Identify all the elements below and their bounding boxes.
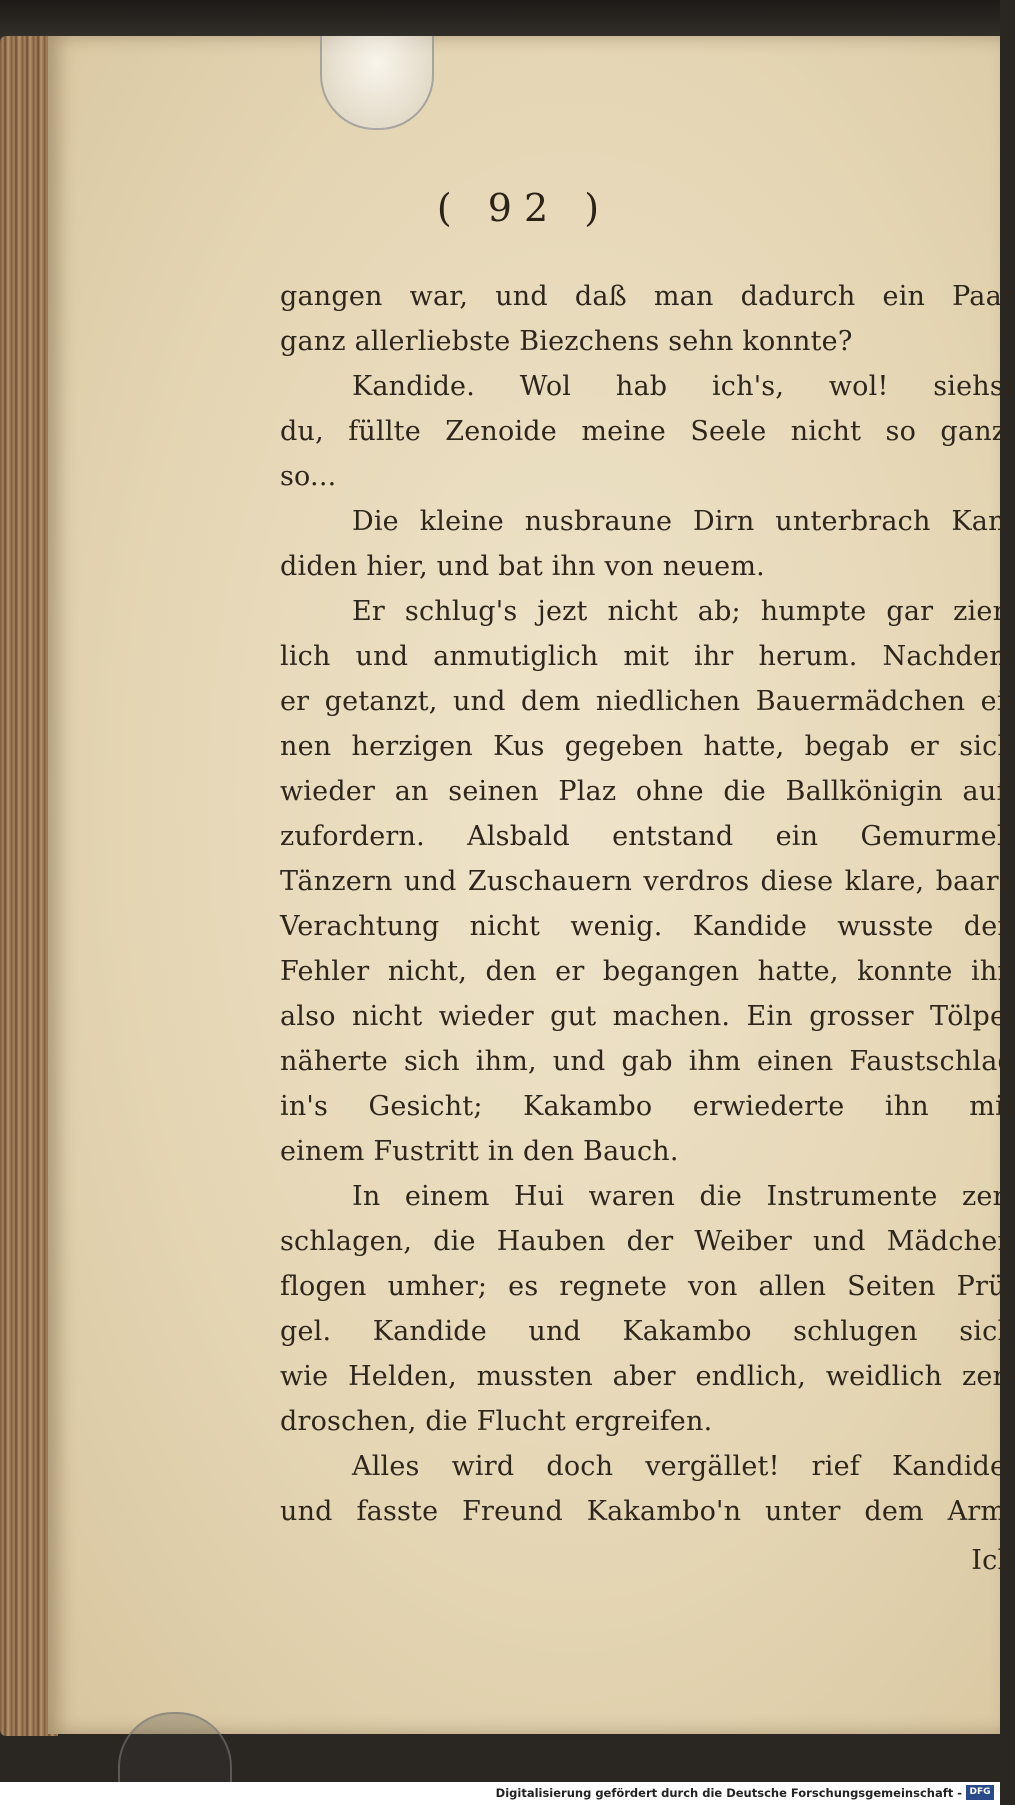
text-line: näherte sich ihm, und gab ihm einen Faustschlag: [280, 1046, 1015, 1077]
text-line: du, füllte Zenoide meine Seele nicht so ganz,: [280, 416, 1015, 447]
text-line: wieder an seinen Plaz ohne die Ballkönigin auf-: [280, 776, 1015, 807]
text-line: wie Helden, mussten aber endlich, weidlich zer-: [280, 1361, 1015, 1392]
text-line: schlagen, die Hauben der Weiber und Mädchen: [280, 1226, 1015, 1257]
footer-bar: [0, 1782, 1000, 1805]
text-line: Tänzern und Zuschauern verdros diese klare, baare: [280, 866, 1015, 897]
text-line: zufordern. Alsbald entstand ein Gemurmel;: [280, 821, 1015, 852]
book-page: [48, 36, 1015, 1734]
text-line: ganz allerliebste Biezchens sehn konnte?: [280, 326, 853, 357]
page-text: [280, 274, 1015, 1583]
text-line: nen herzigen Kus gegeben hatte, begab er sich: [280, 731, 1015, 762]
text-line: Fehler nicht, den er begangen hatte, konnte ihn: [280, 956, 1015, 987]
text-line: gel. Kandide und Kakambo schlugen sich: [280, 1316, 1015, 1347]
page-number: ( 92 ): [436, 186, 612, 230]
dfg-logo-icon: DFG: [966, 1785, 994, 1800]
text-line: also nicht wieder gut machen. Ein grosser Tölpel: [280, 1001, 1015, 1032]
text-line: gangen war, und daß man dadurch ein Paar: [280, 281, 1015, 312]
text-line: Kandide. Wol hab ich's, wol! siehst: [352, 371, 1015, 402]
text-line: Er schlug's jezt nicht ab; humpte gar zier-: [352, 596, 1015, 627]
page-clip-top: [320, 36, 434, 130]
text-line: droschen, die Flucht ergreifen.: [280, 1406, 713, 1437]
text-line: einem Fustritt in den Bauch.: [280, 1136, 679, 1167]
text-line: Verachtung nicht wenig. Kandide wusste den: [280, 911, 1015, 942]
catchword: Ich: [971, 1545, 1015, 1576]
text-line: so...: [280, 461, 337, 492]
text-line: er getanzt, und dem niedlichen Bauermädchen ei-: [280, 686, 1015, 717]
text-line: diden hier, und bat ihn von neuem.: [280, 551, 765, 582]
scan-top-border: [0, 0, 1000, 40]
text-line: Alles wird doch vergället! rief Kandide,: [352, 1451, 1015, 1482]
digitization-credit: Digitalisierung gefördert durch die Deutsche Forschungsgemeinschaft -: [495, 1786, 962, 1800]
text-line: In einem Hui waren die Instrumente zer-: [352, 1181, 1015, 1212]
text-line: in's Gesicht; Kakambo erwiederte ihn mit: [280, 1091, 1015, 1122]
text-line: Die kleine nusbraune Dirn unterbrach Kan-: [352, 506, 1015, 537]
text-line: lich und anmutiglich mit ihr herum. Nachdem: [280, 641, 1015, 672]
text-line: und fasste Freund Kakambo'n unter dem Arm.: [280, 1496, 1015, 1527]
text-line: flogen umher; es regnete von allen Seiten Prü-: [280, 1271, 1015, 1302]
